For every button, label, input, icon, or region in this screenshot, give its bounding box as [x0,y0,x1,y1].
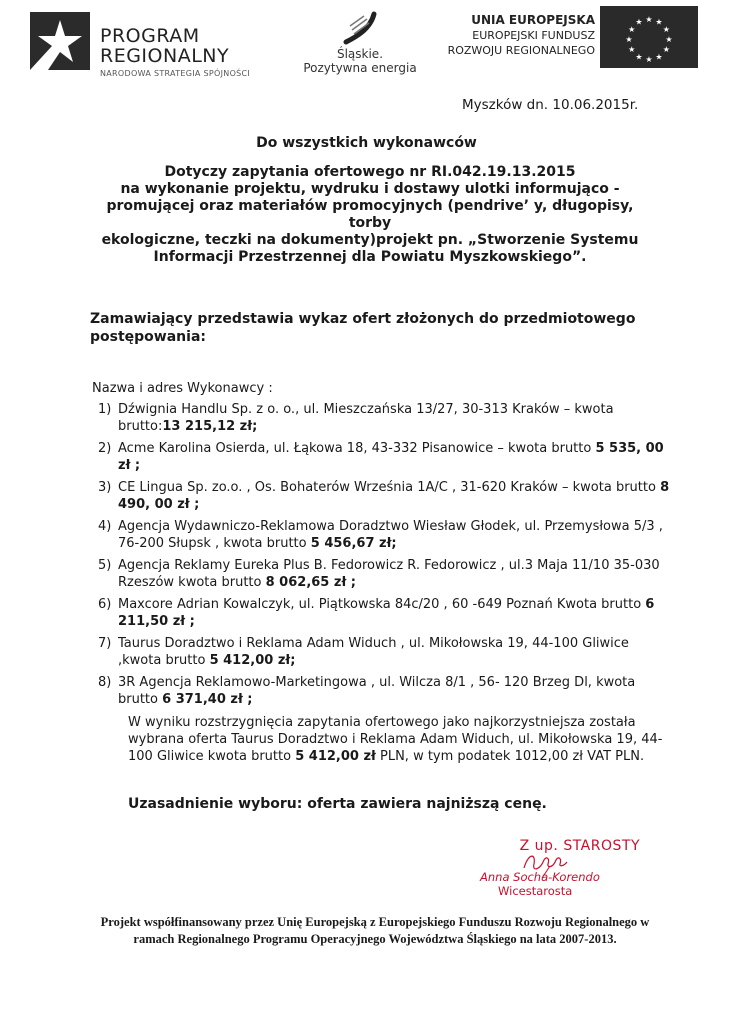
offer-number: 7) [98,636,112,651]
subject-line: na wykonanie projektu, wydruku i dostawy ulotki informująco - [120,181,620,197]
slaskie-name: Śląskie. [336,47,384,61]
subject-line: ekologiczne, teczki na dokumenty)projekt pn. „Stworzenie Systemu [101,232,639,248]
offers-list-header: Nazwa i adres Wykonawcy : [92,381,273,396]
offer-number: 8) [98,675,112,690]
offer-number: 5) [98,558,112,573]
offer-number: 1) [98,402,112,417]
eu-star-icon: ★ [662,45,670,54]
offer-text: Acme Karolina Osierda, ul. Łąkowa 18, 43-332 Pisanowice – kwota brutto [118,441,596,456]
offer-item [92,674,672,708]
eu-star-icon: ★ [645,15,653,24]
program-regionalny-logo-icon [30,12,90,70]
subject-line: promującej oraz materiałów promocyjnych (pendrive’ y, długopisy, torby [106,198,634,231]
eu-line3: ROZWOJU REGIONALNEGO [447,44,595,57]
program-regionalny-line1: PROGRAM [100,25,200,47]
handwritten-signature-icon [520,848,570,878]
document-heading: Do wszystkich wykonawców [256,135,477,151]
eu-star-icon: ★ [628,45,636,54]
stamp-title: Z up. STAROSTY [519,838,640,854]
offer-item [92,635,672,669]
offer-tail: ; [189,497,200,512]
offer-tail: ; [130,458,141,473]
eu-star-icon: ★ [635,17,643,27]
offer-number: 4) [98,519,112,534]
cofinancing-footer: Projekt współfinansowany przez Unię Europejską z Europejskiego Funduszu Rozwoju Regionalnego w ramach Regionalnego Programu Operacyjnego Województwa Śląskiego na lata 2007-2013. [100,915,650,946]
stamp-role: Wicestarosta [498,884,573,898]
signature-stamp [470,838,640,898]
offer-amount: 8 062,65 zł [265,575,347,590]
offers-list [92,401,672,713]
offer-amount: 5 456,67 zł [310,536,392,551]
offer-item [92,518,672,552]
offer-tail: ; [185,614,195,629]
offer-amount: 5 535, 00 zł [118,441,664,473]
selection-justification: Uzasadnienie wyboru: oferta zawiera najniższą cenę. [128,796,547,812]
offer-tail: ; [252,419,258,434]
offer-amount: 8 490, 00 zł [118,480,670,512]
summary-text: W wyniku rozstrzygnięcia zapytania ofertowego jako najkorzystniejsza została wybrana oferta Taurus Doradztwo i Reklama Adam Widuch, ul. Mikołowska 19, 44-100 Gliwice kwota brutto [128,715,663,764]
offer-amount: 6 211,50 zł [118,597,655,629]
subject-line: Dotyczy zapytania ofertowego nr RI.042.19.13.2015 [164,164,576,180]
offer-text: 3R Agencja Reklamowo-Marketingowa , ul. Wilcza 8/1 , 56- 120 Brzeg Dl, kwota brutto [118,675,636,707]
eu-star-icon: ★ [662,25,670,34]
offer-tail: ; [391,536,397,551]
eu-star-icon: ★ [655,17,663,27]
offer-text: Agencja Wydawniczo-Reklamowa Doradztwo Wiesław Głodek, ul. Przemysłowa 5/3 , 76-200 Słupsk , kwota brutto [118,519,663,551]
program-regionalny-text [100,26,250,78]
offer-amount: 6 371,40 zł [162,692,243,707]
summary-amount: 5 412,00 zł [295,749,376,764]
eu-star-icon: ★ [625,35,633,44]
stamp-name: Anna Socha-Korendo [480,870,600,884]
offer-number: 6) [98,597,112,612]
offers-intro: Zamawiający przedstawia wykaz ofert złożonych do przedmiotowego postępowania: [90,311,636,345]
eu-star-icon: ★ [655,52,663,62]
offer-number: 3) [98,480,112,495]
eu-star-icon: ★ [635,52,643,62]
subject-line: Informacji Przestrzennej dla Powiatu Myszkowskiego”. [153,249,587,265]
offer-tail: ; [242,692,253,707]
summary-text-end: PLN, w tym podatek 1012,00 zł VAT PLN. [375,749,645,764]
subject-block [100,164,640,266]
offer-item [92,401,672,435]
eu-flag-icon [600,6,698,68]
eu-star-icon: ★ [665,35,673,44]
offer-text: CE Lingua Sp. zo.o. , Os. Bohaterów Września 1A/C , 31-620 Kraków – kwota brutto [118,480,661,495]
offer-item [92,479,672,513]
slaskie-text [300,47,420,75]
slaskie-tagline: Pozytywna energia [303,61,417,75]
eu-line2: EUROPEJSKI FUNDUSZ [472,29,595,42]
offer-tail: ; [290,653,296,668]
offer-item [92,440,672,474]
program-regionalny-line2: REGIONALNY [100,45,230,67]
slaskie-logo-icon [340,8,380,48]
offer-text: Dźwignia Handlu Sp. z o. o., ul. Mieszczańska 13/27, 30-313 Kraków – kwota brutto: [118,402,614,434]
eu-star-icon: ★ [645,55,653,64]
offer-text: Maxcore Adrian Kowalczyk, ul. Piątkowska 84c/20 , 60 -649 Poznań Kwota brutto [118,597,646,612]
offer-tail: ; [346,575,356,590]
program-regionalny-line3: NARODOWA STRATEGIA SPÓJNOŚCI [100,69,251,78]
offer-number: 2) [98,441,112,456]
offer-text: Agencja Reklamy Eureka Plus B. Fedorowicz R. Fedorowicz , ul.3 Maja 11/10 35-030 Rzeszów kwota brutto [118,558,660,590]
eu-line1: UNIA EUROPEJSKA [471,13,595,27]
offer-item [92,596,672,630]
eu-star-icon: ★ [628,25,636,34]
offer-item [92,557,672,591]
document-date: Myszków dn. 10.06.2015r. [462,97,639,113]
selection-summary [128,714,668,765]
eu-text [420,13,595,58]
offer-amount: 13 215,12 zł [162,419,253,434]
offer-text: Taurus Doradztwo i Reklama Adam Widuch , ul. Mikołowska 19, 44-100 Gliwice ,kwota brutto [118,636,629,668]
offer-amount: 5 412,00 zł [209,653,291,668]
